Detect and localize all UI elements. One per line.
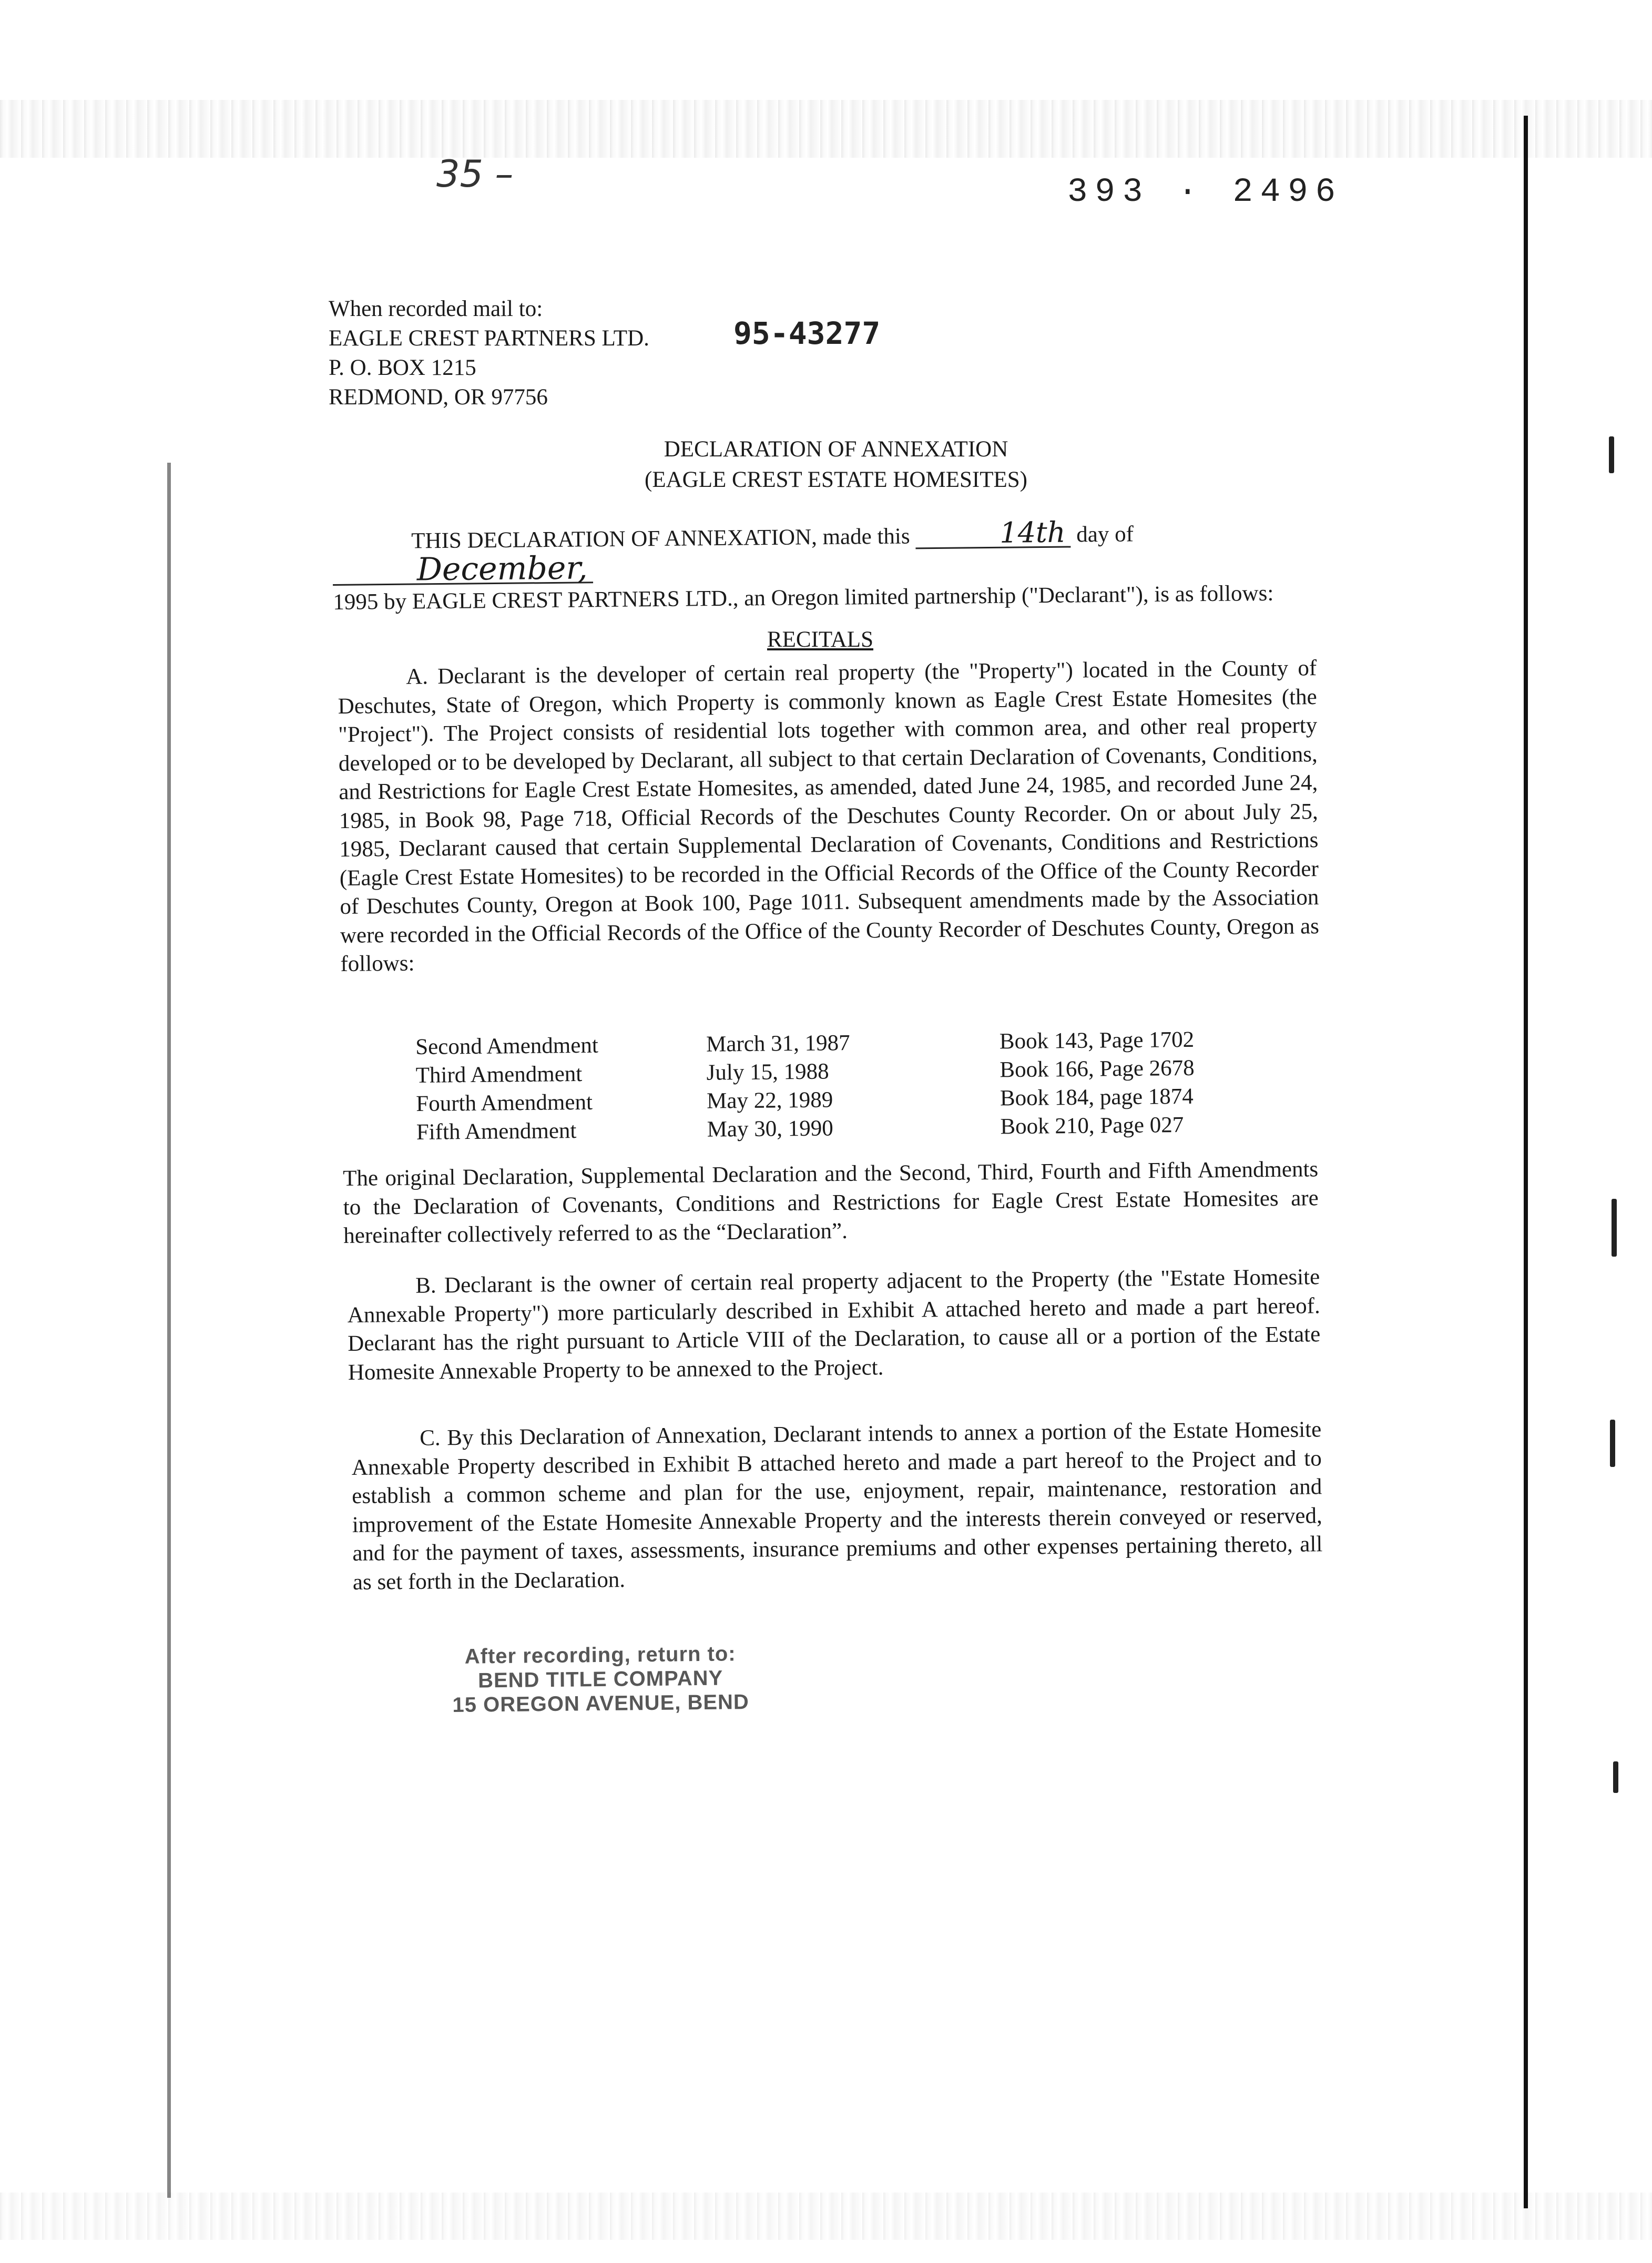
recording-number: 95-43277 xyxy=(733,315,881,351)
mail-to-po-box: P. O. BOX 1215 xyxy=(329,355,476,380)
amendment-book: Book 166, Page 2678 xyxy=(1000,1055,1195,1083)
amendment-name: Fifth Amendment xyxy=(416,1118,577,1145)
intro-text-1: THIS DECLARATION OF ANNEXATION, made this xyxy=(411,524,910,554)
book-page-stamp: 393 · 2496 xyxy=(1067,174,1343,211)
amendment-date: March 31, 1987 xyxy=(706,1031,850,1057)
amendment-name: Third Amendment xyxy=(415,1061,583,1088)
recital-b: B. Declarant is the owner of certain real property adjacent to the Property (the "Estate Homesite Annexable Property") more particularly described in Exhibit A attached hereto and made a part hereof. Declarant has the right pursuant to Article VIII of the Declaration, to cause all or a portion of the Estate Homesite Annexable Property to be annexed to the Project. xyxy=(347,1265,1321,1385)
edge-mark xyxy=(1610,1420,1615,1467)
amendment-name: Second Amendment xyxy=(415,1033,598,1059)
document-title xyxy=(526,434,1146,495)
return-address-stamp xyxy=(452,1642,749,1717)
title-line-1: DECLARATION OF ANNEXATION xyxy=(664,437,1008,462)
return-stamp-line-1: After recording, return to: xyxy=(464,1642,736,1668)
intro-text-3: 1995 by EAGLE CREST PARTNERS LTD., an Oregon limited partnership ("Declarant"), is as follows: xyxy=(333,580,1274,615)
scan-noise-bottom xyxy=(0,2193,1652,2240)
left-scan-edge xyxy=(167,463,171,2198)
amendment-book: Book 210, Page 027 xyxy=(1000,1112,1184,1139)
mail-to-city: REDMOND, OR 97756 xyxy=(329,385,548,410)
recital-c: C. By this Declaration of Annexation, Declarant intends to annex a portion of the Estate Homesite Annexable Property described in Exhibit B attached hereto and made a part hereof to the Project and to establish a common scheme and plan for the use, enjoyment, repair, maintenance, restoration and improvement of the Estate Homesite Annexable Property and the interests therein conveyed or reserved, and for the payment of taxes, assessments, insurance premiums and other expenses pertaining thereto, all as set forth in the Declaration. xyxy=(351,1417,1323,1595)
edge-mark xyxy=(1609,436,1614,473)
right-scan-edge xyxy=(1524,116,1528,2208)
amendment-date: May 22, 1989 xyxy=(706,1087,833,1114)
declaration-definition: The original Declaration, Supplemental Declaration and the Second, Third, Fourth and Fifth Amendments to the Declaration of Covenants, Conditions and Restrictions for Eagle Crest Estate Homesites are hereinafter collectively referred to as the “Declaration”. xyxy=(343,1157,1319,1248)
handwritten-month: December, xyxy=(333,554,593,586)
mail-to-block xyxy=(329,294,960,412)
amendments-table xyxy=(415,1025,1258,1147)
mail-to-label: When recorded mail to: xyxy=(329,297,543,321)
intro-text-2: day of xyxy=(1076,522,1134,547)
title-line-2: (EAGLE CREST ESTATE HOMESITES) xyxy=(645,467,1027,492)
mail-to-name: EAGLE CREST PARTNERS LTD. xyxy=(329,326,649,351)
scan-noise-top xyxy=(0,100,1652,158)
corner-handwritten-note: 35 – xyxy=(436,152,514,196)
recitals-heading: RECITALS xyxy=(767,627,873,652)
return-stamp-line-3: 15 OREGON AVENUE, BEND xyxy=(452,1690,750,1717)
return-stamp-line-2: BEND TITLE COMPANY xyxy=(477,1666,723,1693)
edge-mark xyxy=(1613,1761,1618,1793)
amendment-book: Book 143, Page 1702 xyxy=(999,1027,1195,1054)
handwritten-day: 14th xyxy=(915,519,1071,549)
amendment-book: Book 184, page 1874 xyxy=(1000,1084,1194,1111)
intro-paragraph xyxy=(332,516,1311,617)
amendment-date: May 30, 1990 xyxy=(707,1116,833,1142)
edge-mark xyxy=(1612,1199,1617,1257)
amendment-name: Fourth Amendment xyxy=(416,1089,593,1116)
amendment-date: July 15, 1988 xyxy=(706,1059,829,1085)
recital-a: A. Declarant is the developer of certain real property (the "Property") located in the County of Deschutes, State of Oregon, which Property is commonly known as Eagle Crest Estate Homesites (the "Project"). The Project consists of residential lots together with common area, and other real property developed or to be developed by Declarant, all subject to that certain Declaration of Covenants, Conditions, and Restrictions for Eagle Crest Estate Homesites, as amended, dated June 24, 1985, and recorded June 24, 1985, in Book 98, Page 718, Official Records of the Deschutes County Recorder. On or about July 25, 1985, Declarant caused that certain Supplemental Declaration of Covenants, Conditions and Restrictions (Eagle Crest Estate Homesites) to be recorded in the Official Records of the Office of the County Recorder of Deschutes County, Oregon at Book 100, Page 1011. Subsequent amendments made by the Association were recorded in the Official Records of the Office of the County Recorder of Deschutes County, Oregon as follows: xyxy=(338,656,1320,976)
